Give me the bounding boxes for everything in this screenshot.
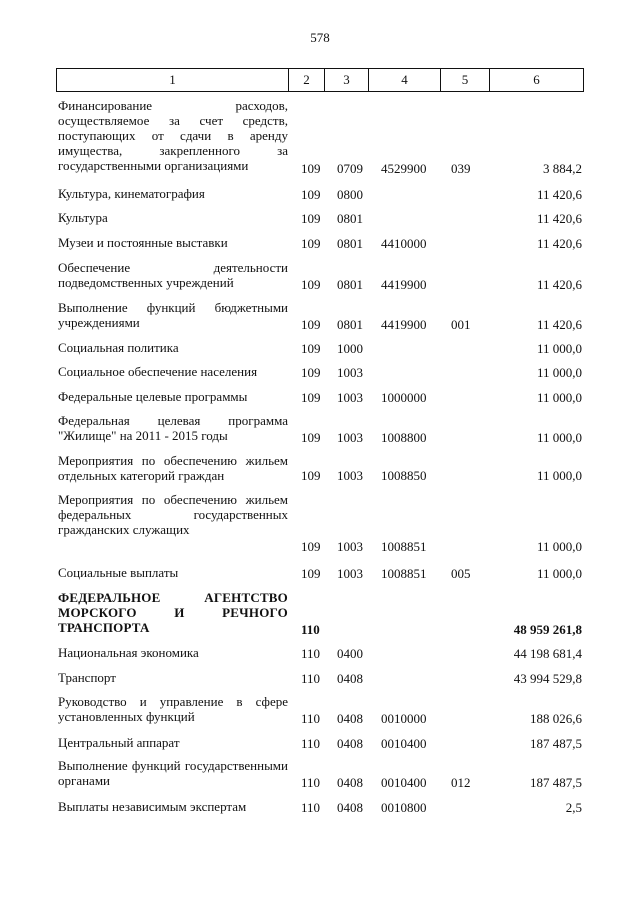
table-row [58,186,584,202]
row-col-5: 005 [451,566,471,581]
row-col-4: 1000000 [381,390,427,405]
row-col-3: 0800 [337,187,363,202]
row-name: Федеральные целевые программы [58,389,248,404]
row-col-2: 110 [301,622,320,637]
row-col-3: 0709 [337,161,363,176]
table-row [58,364,584,380]
row-col-6: 11 420,6 [536,187,582,202]
row-col-6: 11 420,6 [536,211,582,226]
row-col-6: 188 026,6 [530,711,582,726]
row-col-6: 11 420,6 [536,236,582,251]
row-col-3: 0400 [337,646,363,661]
table-row [58,235,584,251]
row-col-4: 0010400 [381,775,427,790]
row-name: Социальное обеспечение населения [58,364,258,379]
header-col-4: 4 [368,69,440,91]
row-name: Социальная политика [58,340,179,355]
row-name: Транспорт [58,670,116,685]
row-col-6: 11 000,0 [536,341,582,356]
row-name: Культура [58,210,108,225]
row-col-3: 1003 [337,430,363,445]
row-col-2: 109 [301,211,321,226]
row-col-6: 187 487,5 [530,775,582,790]
row-col-3: 0801 [337,317,363,332]
row-name: ФЕДЕРАЛЬНОЕ АГЕНТСТВО МОРСКОГО И РЕЧНОГО ТРАНСПОРТА [58,590,288,635]
row-name: Культура, кинематография [58,186,205,201]
table-row [58,492,584,554]
table-header [56,68,584,92]
row-name: Выполнение функций бюджетными учреждениями [58,300,288,330]
row-name: Мероприятия по обеспечению жильем отдельных категорий граждан [58,453,288,483]
row-col-4: 0010800 [381,800,427,815]
row-col-6: 2,5 [565,800,582,815]
row-col-3: 0801 [337,211,363,226]
table-row [58,565,584,581]
row-col-2: 109 [301,390,321,405]
row-col-2: 109 [301,430,321,445]
row-col-4: 4419900 [381,277,427,292]
table-row [58,413,584,445]
row-name: Обеспечение деятельности подведомственных учреждений [58,260,288,290]
row-col-2: 110 [301,671,321,686]
table-row [58,735,584,751]
row-name: Выплаты независимым экспертам [58,799,247,814]
table-row [58,670,584,686]
table-row [58,389,584,405]
row-col-2: 110 [301,736,321,751]
table-row-agency [58,590,584,637]
row-col-2: 109 [301,566,321,581]
table-row [58,340,584,356]
row-col-6: 48 959 261,8 [513,622,582,637]
row-col-5: 012 [451,775,471,790]
row-col-2: 109 [301,341,321,356]
row-col-6: 11 000,0 [536,468,582,483]
row-col-5: 001 [451,317,471,332]
row-col-4: 1008851 [381,539,427,554]
header-col-2: 2 [288,69,324,91]
row-col-2: 110 [301,800,321,815]
row-col-4: 0010000 [381,711,427,726]
row-col-4: 4529900 [381,161,427,176]
row-col-2: 109 [301,187,321,202]
row-col-6: 11 420,6 [536,317,582,332]
row-col-2: 109 [301,161,321,176]
row-col-3: 0408 [337,775,363,790]
row-col-4: 0010400 [381,736,427,751]
table-row [58,260,584,292]
row-col-4: 1008800 [381,430,427,445]
header-col-3: 3 [324,69,368,91]
row-name: Музеи и постоянные выставки [58,235,228,250]
table-row [58,210,584,226]
row-name: Руководство и управление в сфере установленных функций [58,694,288,724]
row-name: Социальные выплаты [58,565,179,580]
row-col-4: 1008850 [381,468,427,483]
row-col-2: 109 [301,277,321,292]
row-col-2: 110 [301,775,321,790]
row-col-6: 187 487,5 [530,736,582,751]
row-col-3: 1003 [337,539,363,554]
row-col-3: 0408 [337,800,363,815]
table-row [58,758,584,790]
row-col-2: 110 [301,646,321,661]
table-row [58,694,584,726]
row-col-3: 0408 [337,711,363,726]
table-row [58,300,584,332]
header-col-6: 6 [489,69,583,91]
table-row [58,98,584,176]
row-col-2: 109 [301,539,321,554]
row-col-6: 11 420,6 [536,277,582,292]
row-name: Центральный аппарат [58,735,180,750]
row-col-3: 0408 [337,736,363,751]
row-name: Выполнение функций государственными органами [58,758,288,788]
row-col-6: 11 000,0 [536,566,582,581]
row-name: Федеральная целевая программа "Жилище" на 2011 - 2015 годы [58,413,288,443]
row-col-6: 11 000,0 [536,390,582,405]
header-col-1: 1 [169,72,176,87]
row-col-6: 43 994 529,8 [513,671,582,686]
row-col-6: 11 000,0 [536,539,582,554]
row-col-6: 11 000,0 [536,365,582,380]
row-col-5: 039 [451,161,471,176]
table-row [58,645,584,661]
row-col-4: 4419900 [381,317,427,332]
header-col-5: 5 [440,69,489,91]
row-col-2: 109 [301,317,321,332]
row-name: Национальная экономика [58,645,199,660]
row-name: Финансирование расходов, осуществляемое за счет средств, поступающих от сдачи в аренду имущества, закрепленного за государственными организациями [58,98,288,173]
page-number: 578 [310,30,330,45]
row-col-3: 1003 [337,365,363,380]
row-col-3: 0801 [337,277,363,292]
row-col-3: 1003 [337,390,363,405]
row-col-3: 0801 [337,236,363,251]
row-col-6: 44 198 681,4 [513,646,582,661]
row-col-2: 110 [301,711,321,726]
row-col-2: 109 [301,468,321,483]
row-col-2: 109 [301,236,321,251]
row-col-6: 11 000,0 [536,430,582,445]
row-col-3: 0408 [337,671,363,686]
row-col-4: 4410000 [381,236,427,251]
row-col-3: 1003 [337,468,363,483]
row-col-3: 1003 [337,566,363,581]
row-col-6: 3 884,2 [543,161,582,176]
table-row [58,799,584,815]
row-name: Мероприятия по обеспечению жильем федеральных государственных гражданских служащих [58,492,288,537]
table-row [58,453,584,485]
row-col-4: 1008851 [381,566,427,581]
row-col-2: 109 [301,365,321,380]
row-col-3: 1000 [337,341,363,356]
